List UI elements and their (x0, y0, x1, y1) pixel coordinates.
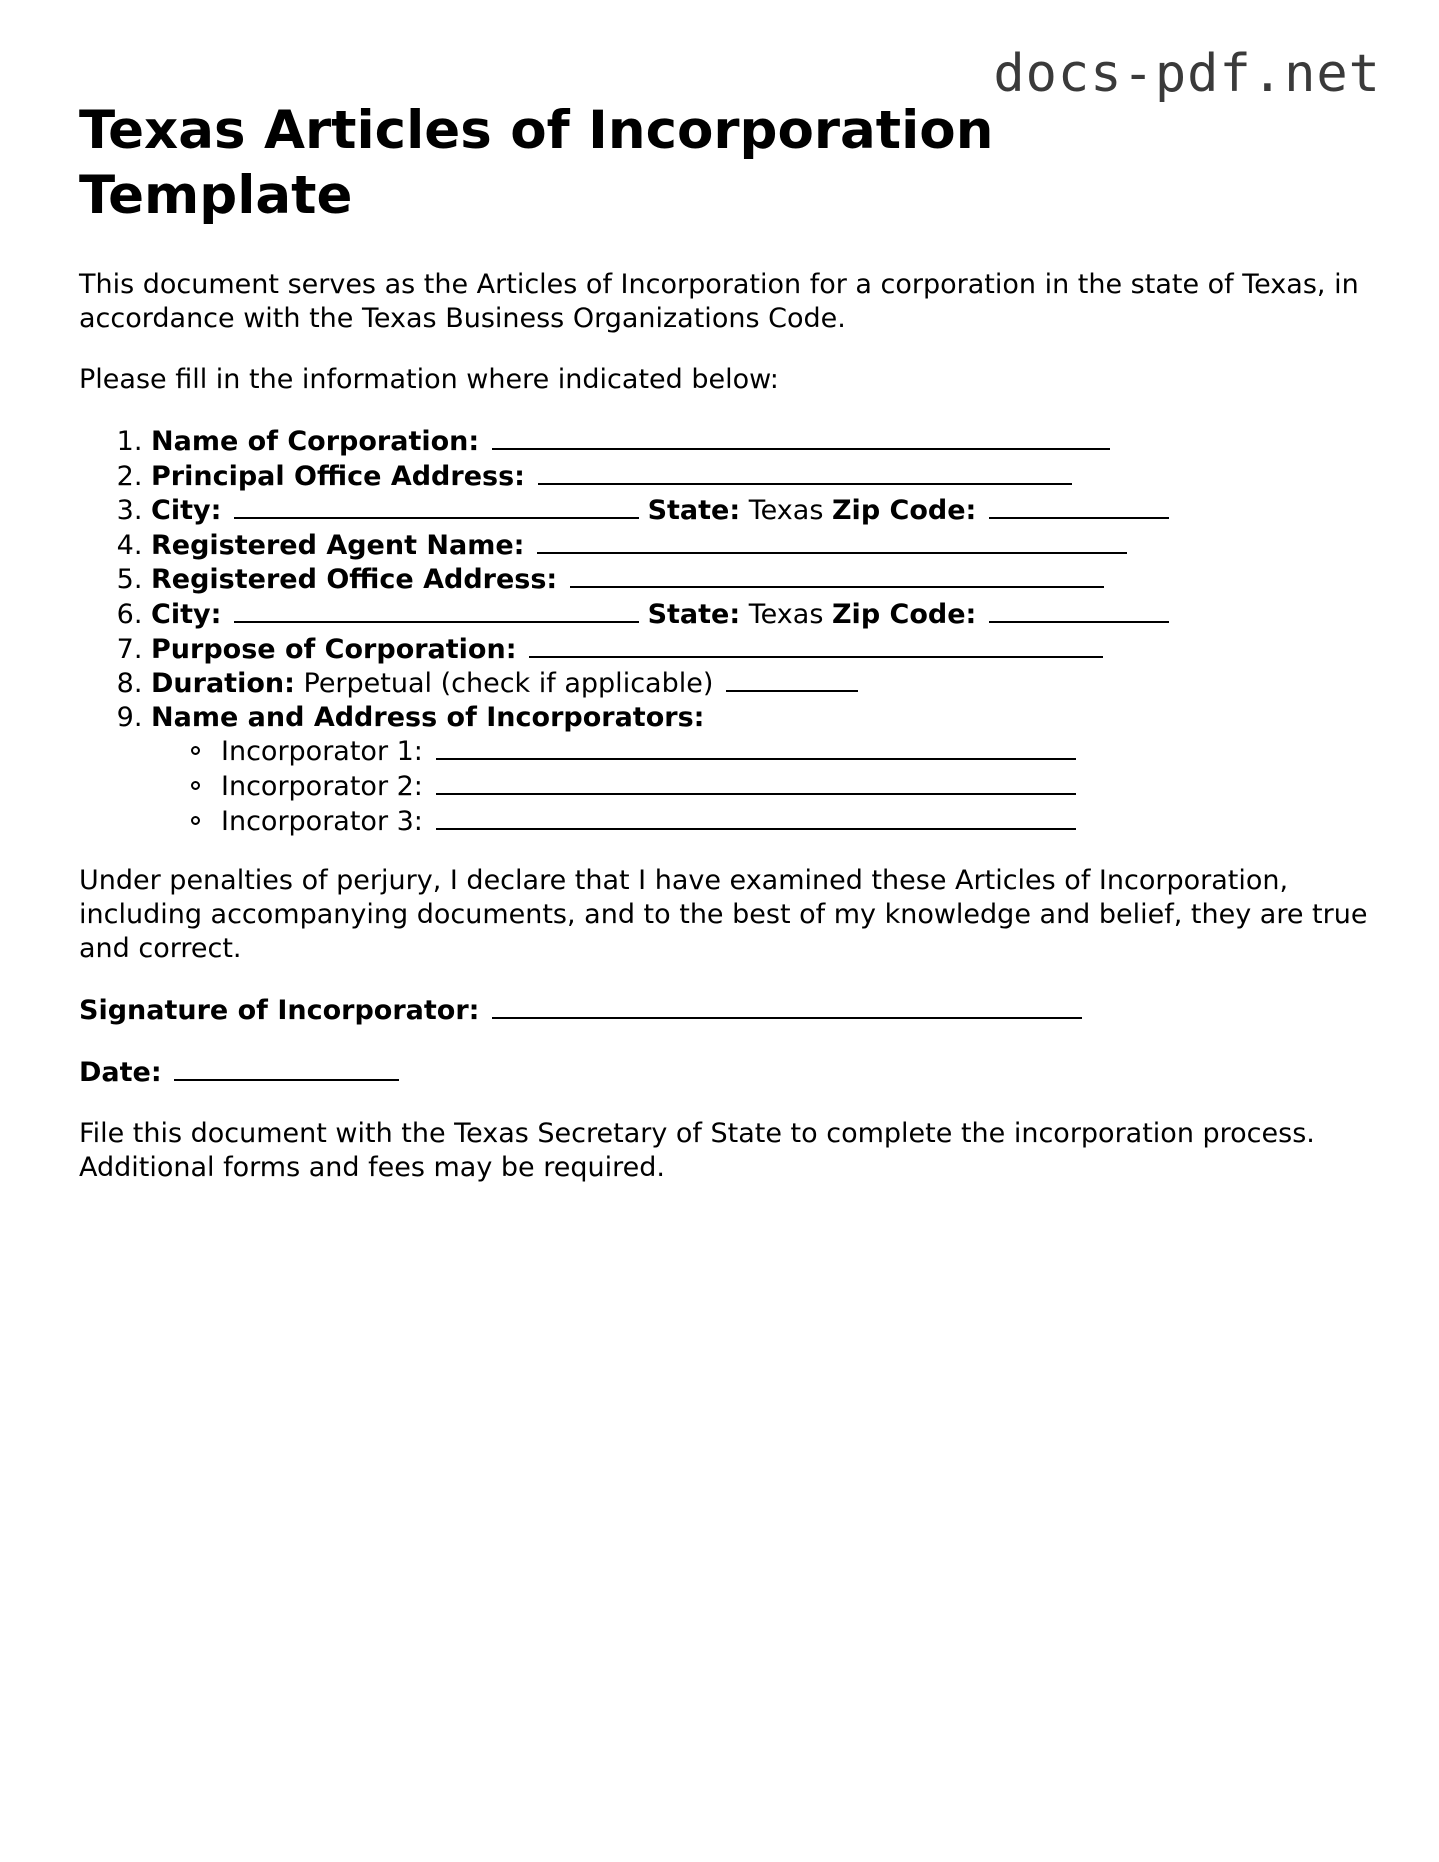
incorporator-1-blank[interactable] (436, 734, 1076, 760)
field-label: City: (151, 495, 222, 527)
incorporator-item (221, 804, 1379, 839)
footer-paragraph: File this document with the Texas Secretary of State to complete the incorporation process. Additional forms and fees may be required. (79, 1118, 1315, 1184)
zip-code-blank[interactable] (989, 597, 1169, 623)
date-label: Date: (79, 1057, 162, 1089)
signature-label: Signature of Incorporator: (79, 995, 480, 1027)
city-blank[interactable] (234, 597, 639, 623)
field-label: Principal Office Address: (151, 460, 525, 492)
signature-line (79, 993, 1379, 1028)
registered-agent-name-blank[interactable] (537, 528, 1127, 554)
state-label: State: (647, 598, 741, 630)
field-principal-office-address (151, 459, 1379, 494)
field-label: Registered Office Address: (151, 564, 558, 596)
zip-code-blank[interactable] (989, 493, 1169, 519)
field-label: Name of Corporation: (151, 426, 480, 457)
incorporator-3-blank[interactable] (436, 804, 1076, 830)
field-label: Registered Agent Name: (151, 529, 525, 561)
field-registered-agent-name (151, 528, 1379, 563)
incorporator-label: Incorporator 3: (221, 805, 423, 837)
circle-bullet-icon (191, 816, 200, 825)
field-name-of-corporation (151, 424, 1379, 459)
instruction-paragraph: Please fill in the information where indicated below: (79, 364, 779, 395)
signature-blank[interactable] (492, 993, 1082, 1019)
field-label: Name and Address of Incorporators: (151, 701, 705, 733)
incorporator-label: Incorporator 2: (221, 770, 423, 802)
watermark: docs-pdf.net (993, 44, 1381, 104)
state-value: Texas (748, 495, 824, 527)
purpose-of-corporation-blank[interactable] (529, 632, 1103, 658)
field-label: Purpose of Corporation: (151, 633, 517, 665)
field-incorporators (151, 701, 1379, 838)
field-purpose-of-corporation (151, 632, 1379, 667)
duration-checkbox-blank[interactable] (726, 666, 858, 692)
principal-office-address-blank[interactable] (538, 459, 1072, 485)
field-city-state-zip-1 (151, 493, 1379, 528)
document-page (79, 98, 1379, 1212)
field-duration (151, 666, 1379, 701)
zip-label: Zip Code: (831, 495, 977, 527)
incorporator-label: Incorporator 1: (221, 736, 423, 768)
date-blank[interactable] (174, 1055, 399, 1081)
document-title: Texas Articles of Incorporation Template (79, 100, 994, 226)
circle-bullet-icon (191, 781, 200, 790)
field-registered-office-address (151, 562, 1379, 597)
incorporator-item (221, 769, 1379, 804)
intro-paragraph: This document serves as the Articles of Incorporation for a corporation in the state of Texas, in accordance with the Texas Business Organizations Code. (79, 269, 1359, 334)
field-label: City: (151, 598, 222, 630)
field-label: Duration: (151, 668, 295, 700)
city-blank[interactable] (234, 493, 639, 519)
name-of-corporation-blank[interactable] (492, 424, 1110, 450)
form-fields-list (79, 424, 1379, 838)
field-city-state-zip-2 (151, 597, 1379, 632)
duration-text: Perpetual (check if applicable) (303, 668, 714, 700)
state-value: Texas (748, 598, 824, 630)
incorporators-list (151, 734, 1379, 838)
zip-label: Zip Code: (831, 598, 977, 630)
date-line (79, 1055, 1379, 1090)
declaration-paragraph: Under penalties of perjury, I declare that I have examined these Articles of Incorporation, including accompanying documents, and to the best of my knowledge and belief, they are true and correct. (79, 865, 1368, 965)
circle-bullet-icon (191, 746, 200, 755)
registered-office-address-blank[interactable] (570, 562, 1104, 588)
incorporator-item (221, 734, 1379, 769)
state-label: State: (647, 495, 741, 527)
incorporator-2-blank[interactable] (436, 769, 1076, 795)
